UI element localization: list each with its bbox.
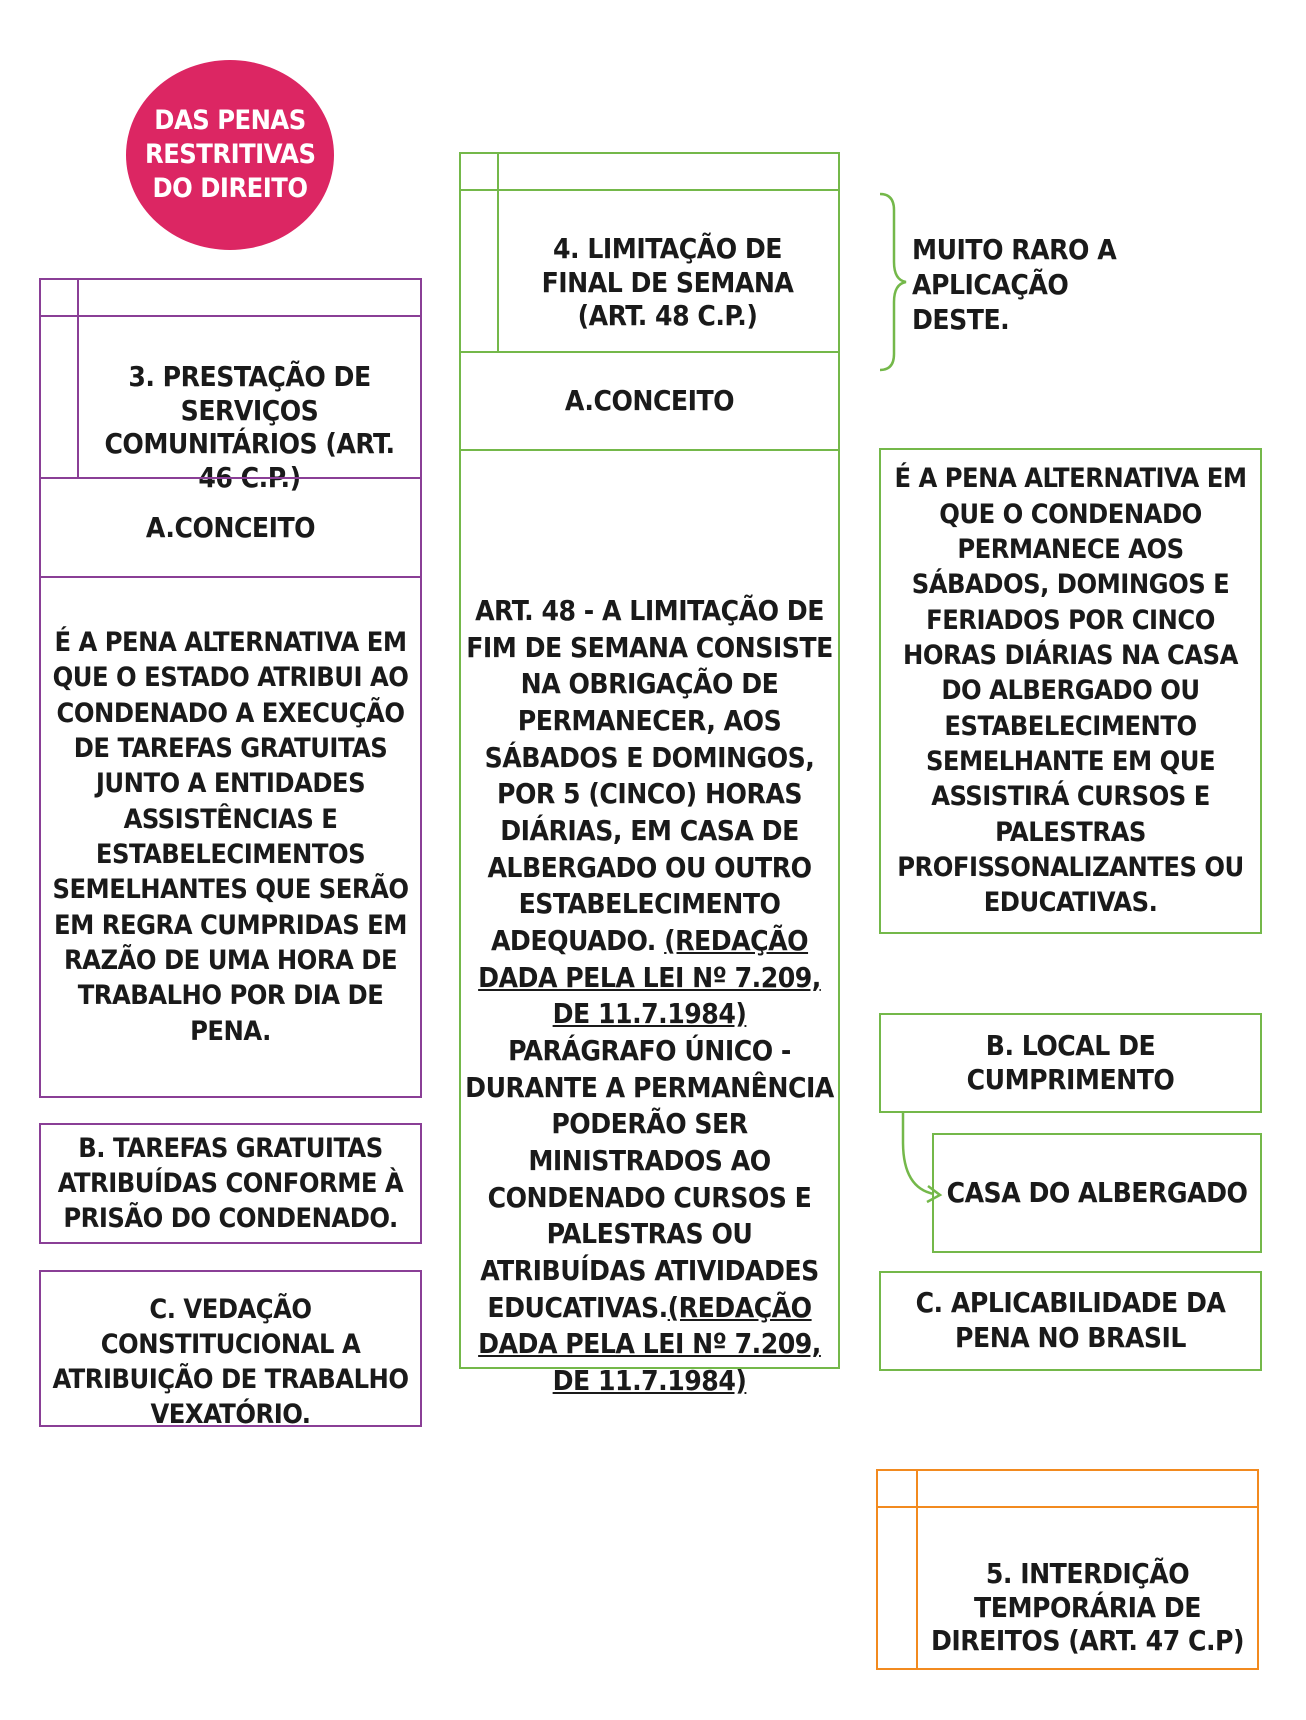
- prestacao-conceito-text-box: [39, 576, 422, 1098]
- prestacao-conceito-text: É A PENA ALTERNATIVA EM QUE O ESTADO ATRIBUI AO CONDENADO A EXECUÇÃO DE TAREFAS GRATUITAS JUNTO A ENTIDADES ASSISTÊNCIAS E ESTABELECIMENTOS SEMELHANTES QUE SERÃO EM REGRA CUMPRIDAS EM RAZÃO DE UMA HORA DE TRABALHO POR DIA DE PENA.: [52, 626, 409, 1047]
- limitacao-conceito-label: A.CONCEITO: [564, 384, 735, 418]
- limitacao-conceito-label-box: [459, 351, 840, 451]
- prestacao-b-text: B. TAREFAS GRATUITAS ATRIBUÍDAS CONFORME À PRISÃO DO CONDENADO.: [57, 1132, 404, 1235]
- limitacao-art48-box: [459, 449, 840, 1398]
- header-tab-line: [497, 154, 499, 351]
- prestacao-b-box: [39, 1123, 422, 1244]
- header-tab-line: [878, 1506, 1257, 1508]
- title-circle: [126, 60, 334, 250]
- raro-aplicacao-note: MUITO RARO A APLICAÇÃO DESTE.: [912, 233, 1117, 336]
- art48-paragrafo-unico: PARÁGRAFO ÚNICO - DURANTE A PERMANÊNCIA PODERÃO SER MINISTRADOS AO CONDENADO CURSOS E PALESTRAS OU ATRIBUÍDAS ATIVIDADES EDUCATIVAS.: [465, 1034, 834, 1324]
- aplicabilidade-box: [879, 1271, 1262, 1371]
- limitacao-header-box: [459, 152, 840, 353]
- prestacao-servicos-header-box: [39, 278, 422, 494]
- limitacao-conceito-text: É A PENA ALTERNATIVA EM QUE O CONDENADO PERMANECE AOS SÁBADOS, DOMINGOS E FERIADOS POR CINCO HORAS DIÁRIAS NA CASA DO ALBERGADO OU ESTABELECIMENTO SEMELHANTE EM QUE ASSISTIRÁ CURSOS E PALESTRAS PROFISSONALIZANTES OU EDUCATIVAS.: [894, 463, 1247, 919]
- prestacao-c-text: C. VEDAÇÃO CONSTITUCIONAL A ATRIBUIÇÃO DE TRABALHO VEXATÓRIO.: [52, 1294, 409, 1431]
- local-cumprimento-box: [879, 1013, 1262, 1113]
- curly-brace-icon: [872, 192, 912, 372]
- local-cumprimento-label: B. LOCAL DE CUMPRIMENTO: [966, 1029, 1175, 1096]
- prestacao-conceito-label: A.CONCEITO: [145, 510, 316, 544]
- header-tab-line: [41, 315, 420, 317]
- casa-albergado-value: CASA DO ALBERGADO: [946, 1176, 1248, 1210]
- art48-redacao-ref: (REDAÇÃO DADA PELA LEI Nº 7.209, DE 11.7.1984): [478, 924, 821, 1031]
- art48-caput: ART. 48 - A LIMITAÇÃO DE FIM DE SEMANA CONSISTE NA OBRIGAÇÃO DE PERMANECER, AOS SÁBADOS E DOMINGOS, POR 5 (CINCO) HORAS DIÁRIAS, EM CASA DE ALBERGADO OU OUTRO ESTABELECIMENTO ADEQUADO.: [466, 594, 833, 958]
- page-title: DAS PENAS RESTRITIVAS DO DIREITO: [145, 105, 316, 204]
- prestacao-conceito-label-box: [39, 477, 422, 578]
- interdicao-title: 5. INTERDIÇÃO TEMPORÁRIA DE DIREITOS (ART. 47 C.P): [930, 1557, 1245, 1658]
- header-tab-line: [77, 280, 79, 477]
- limitacao-title: 4. LIMITAÇÃO DE FINAL DE SEMANA (ART. 48 C.P.): [541, 232, 794, 333]
- aplicabilidade-label: C. APLICABILIDADE DA PENA NO BRASIL: [915, 1286, 1226, 1354]
- prestacao-c-box: [39, 1270, 422, 1431]
- limitacao-conceito-text-box: [879, 448, 1262, 934]
- header-tab-line: [461, 189, 838, 191]
- casa-albergado-box: [932, 1133, 1262, 1253]
- header-tab-line: [916, 1471, 918, 1668]
- limitacao-art48-text: [465, 593, 834, 1400]
- interdicao-header-box: [876, 1469, 1259, 1670]
- art48-paragrafo-redacao-ref: (REDAÇÃO DADA PELA LEI Nº 7.209, DE 11.7.1984): [478, 1290, 821, 1398]
- prestacao-servicos-title: 3. PRESTAÇÃO DE SERVIÇOS COMUNITÁRIOS (ART. 46 C.P.): [104, 360, 395, 494]
